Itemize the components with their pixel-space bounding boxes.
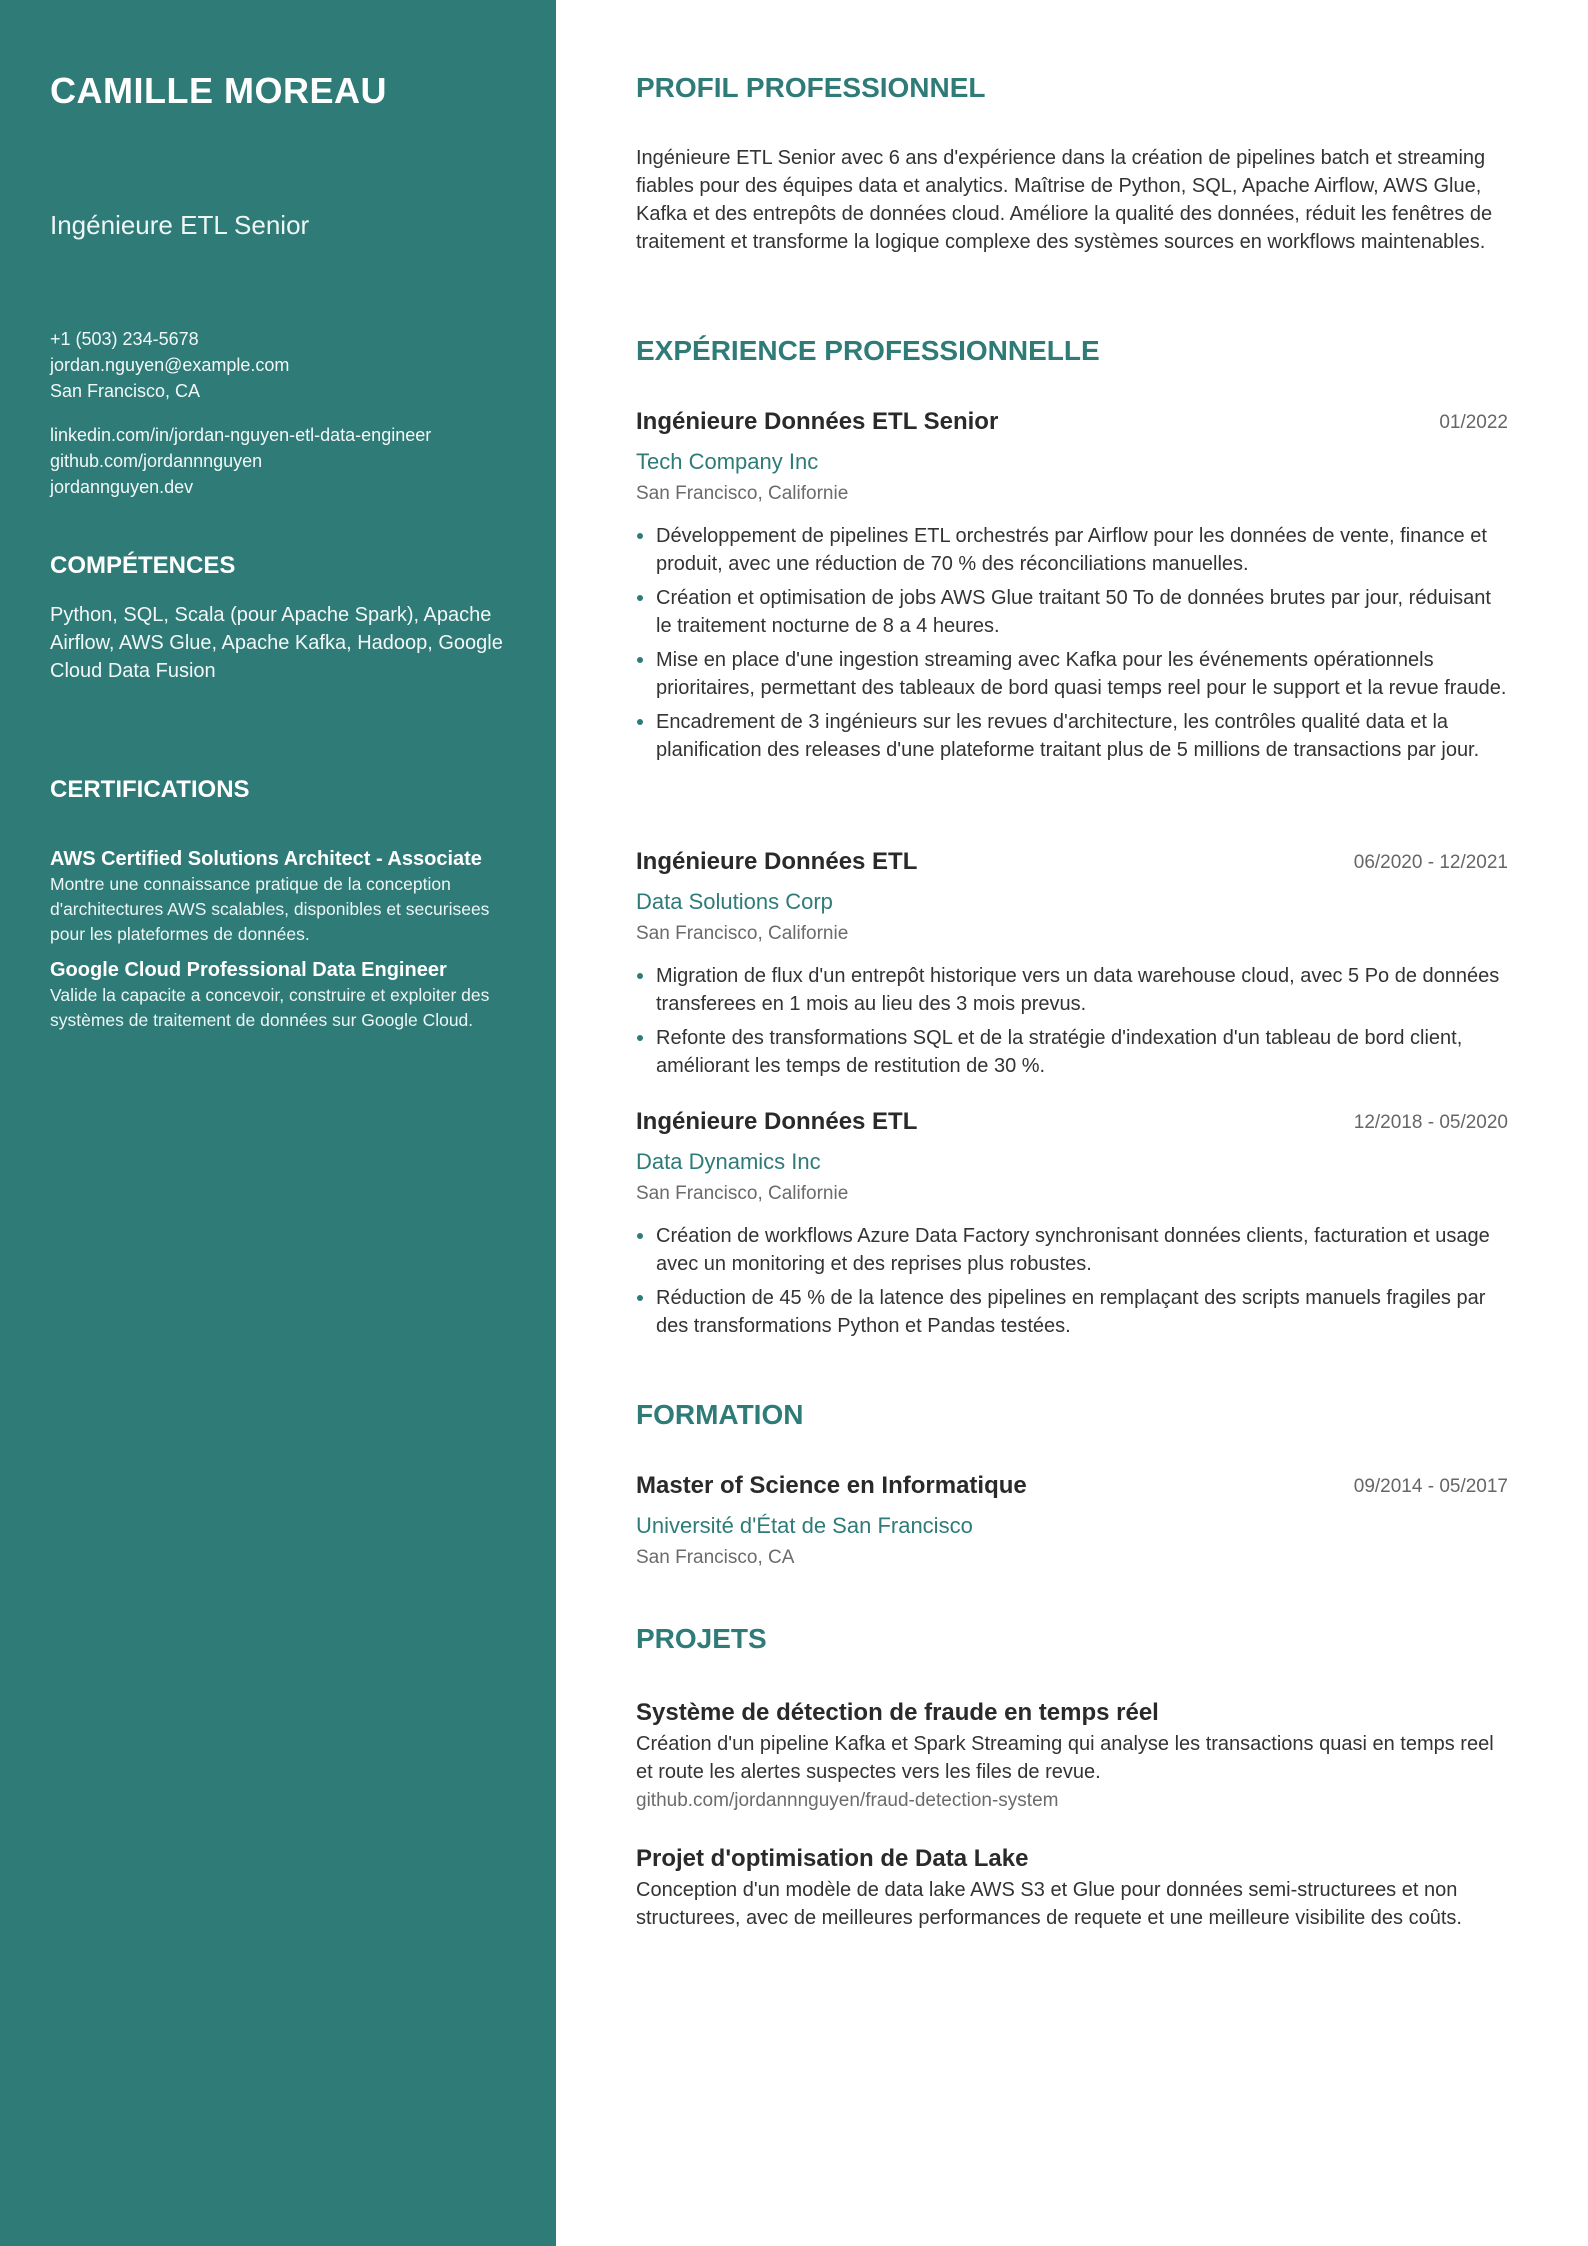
degree-title: Master of Science en Informatique bbox=[636, 1472, 1027, 1499]
job-bullets bbox=[636, 522, 1508, 764]
profile-heading: PROFIL PROFESSIONNEL bbox=[636, 72, 986, 103]
job-bullets bbox=[636, 962, 1508, 1080]
job-location: San Francisco, Californie bbox=[636, 923, 849, 944]
job-bullet: Mise en place d'une ingestion streaming avec Kafka pour les événements opérationnels prioritaires, permettant des tableaux de bord quasi temps reel pour le support et la revue fraude. bbox=[636, 646, 1508, 702]
certifications-heading: CERTIFICATIONS bbox=[50, 776, 250, 803]
skills-list: Python, SQL, Scala (pour Apache Spark), Apache Airflow, AWS Glue, Apache Kafka, Hadoop, Google Cloud Data Fusion bbox=[50, 604, 503, 682]
project-link[interactable]: github.com/jordannnguyen/fraud-detection-system bbox=[636, 1790, 1059, 1811]
contact-info bbox=[50, 326, 289, 404]
project-entry bbox=[636, 1842, 1508, 1932]
certification-description: Valide la capacite a concevoir, construire et exploiter des systèmes de traitement de données sur Google Cloud. bbox=[50, 985, 490, 1030]
job-bullet: Création et optimisation de jobs AWS Glue traitant 50 To de données brutes par jour, réduisant le traitement nocturne de 8 a 4 heures. bbox=[636, 584, 1508, 640]
job-company: Data Dynamics Inc bbox=[636, 1149, 821, 1174]
sidebar bbox=[0, 0, 556, 2246]
certification-name: Google Cloud Professional Data Engineer bbox=[50, 959, 447, 981]
certifications-list bbox=[50, 846, 510, 1043]
projects-heading: PROJETS bbox=[636, 1623, 767, 1654]
job-date: 06/2020 - 12/2021 bbox=[1353, 852, 1508, 873]
phone: +1 (503) 234-5678 bbox=[50, 329, 199, 349]
skills-heading: COMPÉTENCES bbox=[50, 552, 236, 579]
certification-item bbox=[50, 846, 510, 947]
experience-heading: EXPÉRIENCE PROFESSIONNELLE bbox=[636, 335, 1100, 366]
job-company: Data Solutions Corp bbox=[636, 889, 833, 914]
education-date: 09/2014 - 05/2017 bbox=[1353, 1476, 1508, 1497]
project-title: Projet d'optimisation de Data Lake bbox=[636, 1845, 1029, 1872]
job-bullets bbox=[636, 1222, 1508, 1340]
job-title: Ingénieure Données ETL bbox=[636, 848, 918, 875]
school-name: Université d'État de San Francisco bbox=[636, 1513, 973, 1538]
job-bullet: Développement de pipelines ETL orchestrés par Airflow pour les données de vente, finance et produit, avec une réduction de 70 % des réconciliations manuelles. bbox=[636, 522, 1508, 578]
job-bullet: Migration de flux d'un entrepôt historique vers un data warehouse cloud, avec 5 Po de données transferees en 1 mois au lieu des 3 mois prevus. bbox=[636, 962, 1508, 1018]
job-bullet: Refonte des transformations SQL et de la stratégie d'indexation d'un tableau de bord client, améliorant les temps de restitution de 30 %. bbox=[636, 1024, 1508, 1080]
location: San Francisco, CA bbox=[50, 381, 201, 401]
project-description: Conception d'un modèle de data lake AWS S3 et Glue pour données semi-structurees et non structurees, avec de meilleures performances de requete et une meilleure visibilite des coûts. bbox=[636, 1879, 1462, 1929]
job-entry bbox=[636, 408, 1508, 770]
job-location: San Francisco, Californie bbox=[636, 483, 849, 504]
job-bullet: Réduction de 45 % de la latence des pipelines en remplaçant des scripts manuels fragiles par des transformations Python et Pandas testées. bbox=[636, 1284, 1508, 1340]
job-entry bbox=[636, 1108, 1508, 1346]
job-bullet: Encadrement de 3 ingénieurs sur les revues d'architecture, les contrôles qualité data et la planification des releases d'une plateforme traitant plus de 5 millions de transactions par jour. bbox=[636, 708, 1508, 764]
job-location: San Francisco, Californie bbox=[636, 1183, 849, 1204]
job-entry bbox=[636, 848, 1508, 1086]
education-entry bbox=[636, 1472, 1508, 1572]
job-bullet: Création de workflows Azure Data Factory synchronisant données clients, facturation et usage avec un monitoring et des reprises plus robustes. bbox=[636, 1222, 1508, 1278]
github-link[interactable]: github.com/jordannnguyen bbox=[50, 451, 263, 471]
job-title: Ingénieure Données ETL bbox=[636, 1108, 918, 1135]
website-link[interactable]: jordannguyen.dev bbox=[50, 477, 194, 497]
job-date: 12/2018 - 05/2020 bbox=[1353, 1112, 1508, 1133]
job-title: Ingénieure Données ETL Senior bbox=[636, 408, 999, 435]
project-description: Création d'un pipeline Kafka et Spark Streaming qui analyse les transactions quasi en temps reel et route les alertes suspectes vers les files de revue. bbox=[636, 1733, 1494, 1783]
job-date: 01/2022 bbox=[1439, 412, 1508, 433]
project-entry bbox=[636, 1696, 1508, 1816]
project-title: Système de détection de fraude en temps réel bbox=[636, 1699, 1159, 1726]
certification-description: Montre une connaissance pratique de la conception d'architectures AWS scalables, disponibles et securisees pour les plateformes de données. bbox=[50, 874, 490, 944]
candidate-name: CAMILLE MOREAU bbox=[50, 70, 387, 111]
email[interactable]: jordan.nguyen@example.com bbox=[50, 355, 290, 375]
certification-item bbox=[50, 957, 510, 1033]
education-heading: FORMATION bbox=[636, 1399, 804, 1430]
job-company: Tech Company Inc bbox=[636, 449, 819, 474]
profile-links bbox=[50, 422, 431, 500]
school-location: San Francisco, CA bbox=[636, 1547, 795, 1568]
linkedin-link[interactable]: linkedin.com/in/jordan-nguyen-etl-data-engineer bbox=[50, 425, 432, 445]
certification-name: AWS Certified Solutions Architect - Associate bbox=[50, 848, 482, 870]
candidate-title: Ingénieure ETL Senior bbox=[50, 210, 310, 240]
profile-summary: Ingénieure ETL Senior avec 6 ans d'expérience dans la création de pipelines batch et streaming fiables pour des équipes data et analytics. Maîtrise de Python, SQL, Apache Airflow, AWS Glue, Kafka et des entrepôts de données cloud. Améliore la qualité des données, réduit les fenêtres de traitement et transforme la logique complexe des systèmes sources en workflows maintenables. bbox=[636, 147, 1493, 253]
